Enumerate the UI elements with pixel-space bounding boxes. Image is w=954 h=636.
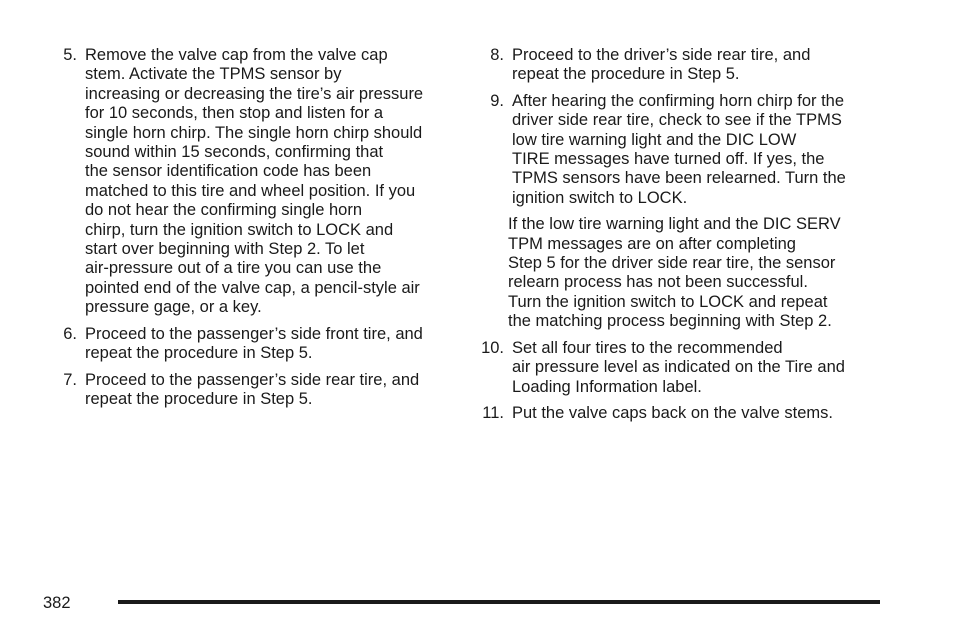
step-9-note: If the low tire warning light and the DIC SERV TPM messages are on after completing Step 5 for the driver side rear tire, the sensor relearn process has not been successful. Turn the ignition switch to LOCK and repeat the matching process beginning with Step 2. <box>508 215 841 331</box>
step-number: 6. <box>63 324 77 343</box>
step-6 <box>50 325 450 364</box>
step-8 <box>478 46 883 85</box>
step-5 <box>50 46 450 318</box>
step-number: 10. <box>481 338 504 357</box>
step-text: Set all four tires to the recommended air pressure level as indicated on the Tire and Loading Information label. <box>512 338 845 396</box>
step-9 <box>478 92 883 208</box>
page-number: 382 <box>43 594 71 612</box>
step-11 <box>478 404 883 423</box>
step-number: 11. <box>482 403 504 422</box>
footer-rule <box>118 600 880 604</box>
step-number: 8. <box>490 46 504 64</box>
step-text: After hearing the confirming horn chirp for the driver side rear tire, check to see if the TPMS low tire warning light and the DIC LOW TIRE messages have turned off. If yes, the TPMS sensors have been relearned. Turn the ignition switch to LOCK. <box>512 91 846 207</box>
step-text: Put the valve caps back on the valve stems. <box>512 403 834 422</box>
left-column <box>50 46 450 416</box>
step-text: Proceed to the passenger’s side front tire, and repeat the procedure in Step 5. <box>85 324 423 363</box>
step-number: 5. <box>63 46 77 64</box>
step-10 <box>478 339 883 397</box>
step-number: 9. <box>490 91 504 110</box>
step-text: Proceed to the driver’s side rear tire, and repeat the procedure in Step 5. <box>512 46 811 84</box>
step-text: Remove the valve cap from the valve cap stem. Activate the TPMS sensor by increasing or decreasing the tire’s air pressure for 10 seconds, then stop and listen for a single horn chirp. The single horn chirp should sound within 15 seconds, confirming that the sensor identification code has been matched to this tire and wheel position. If you do not hear the confirming single horn chirp, turn the ignition switch to LOCK and start over beginning with Step 2. To let air-pressure out of a tire you can use the pointed end of the valve cap, a pencil-style air pressure gage, or a key. <box>85 46 424 317</box>
step-number: 7. <box>63 370 77 389</box>
right-column <box>478 46 883 430</box>
step-7 <box>50 371 450 410</box>
step-text: Proceed to the passenger’s side rear tire, and repeat the procedure in Step 5. <box>85 370 420 408</box>
